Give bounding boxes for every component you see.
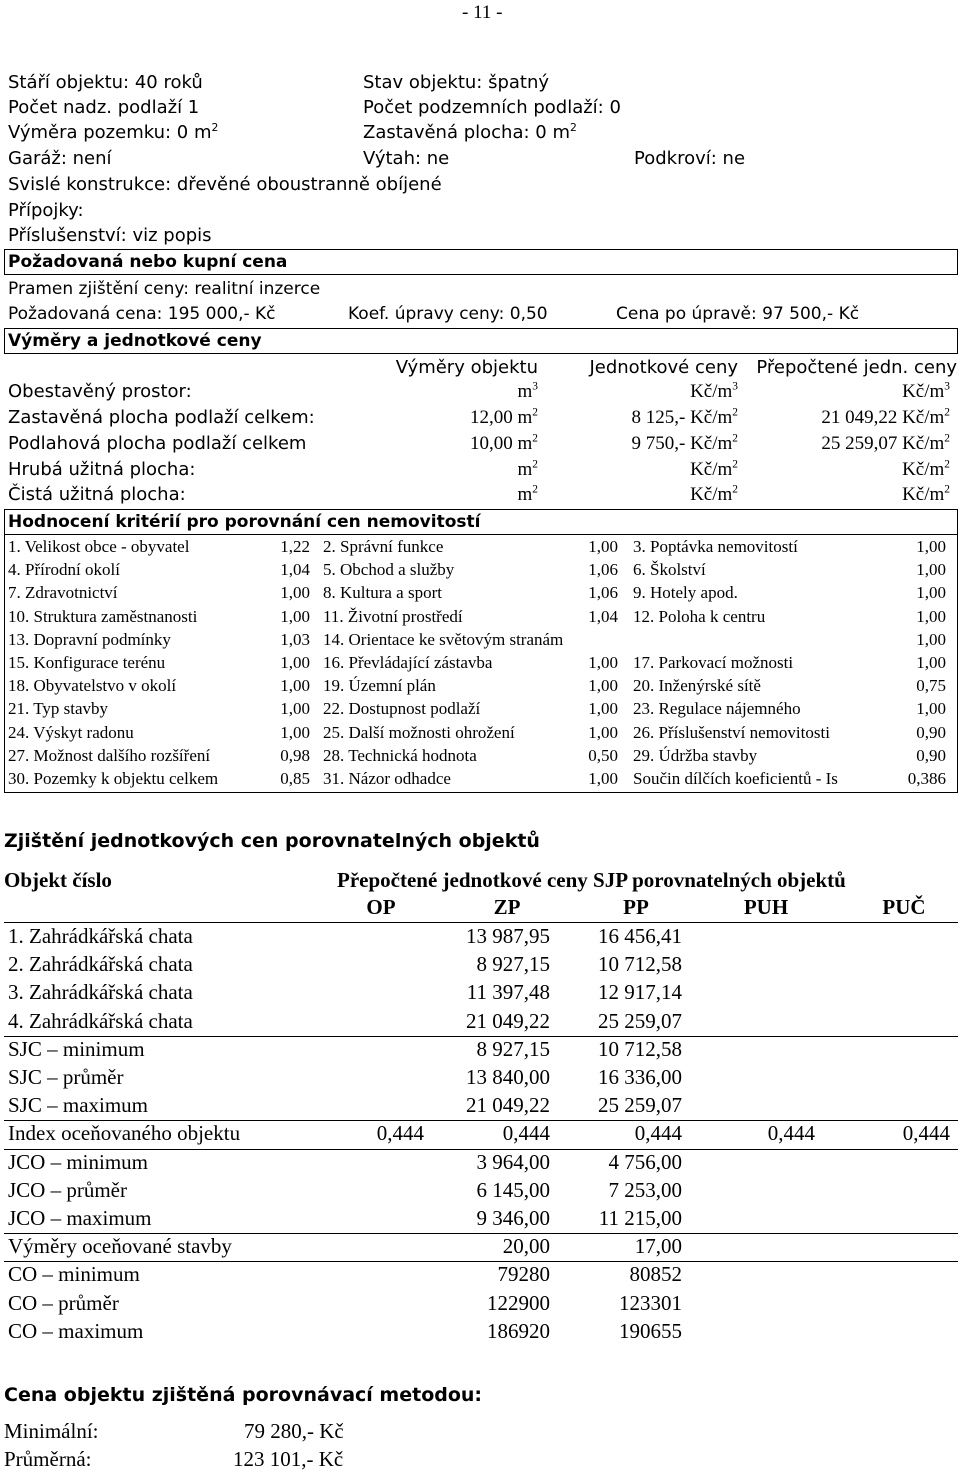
criterion-value: 1,00 [280, 583, 310, 603]
comparison-row-label: 3. Zahrádkářská chata [8, 980, 193, 1005]
adjusted-price: Cena po úpravě: 97 500,- Kč [616, 304, 860, 324]
criterion-value: 1,00 [588, 653, 618, 672]
criterion-label: 7. Zdravotnictví [8, 583, 118, 603]
comparison-cell: 10 712,58 [598, 1036, 682, 1061]
area-converted-text: Kč/m [902, 459, 945, 480]
area-unit-price-exponent: 2 [732, 432, 738, 445]
area-converted-exponent: 2 [944, 458, 950, 471]
comparison-row-label: 1. Zahrádkářská chata [8, 924, 193, 948]
comparison-cell: 10 712,58 [598, 952, 682, 977]
area-row-volume [340, 433, 538, 455]
comparison-cell: 16 336,00 [598, 1065, 682, 1089]
criterion-label: 6. Školství [633, 560, 706, 580]
comparison-row-label: Index oceňovaného objektu [8, 1121, 241, 1146]
criteria-heading: Hodnocení kritérií pro porovnání cen nemovitostí [8, 512, 481, 532]
comparison-cell: 0,444 [376, 1121, 424, 1146]
accessories-text: Příslušenství: viz popis [8, 225, 212, 246]
area-volume-exponent: 2 [532, 406, 538, 419]
criterion-label: 3. Poptávka nemovitostí [633, 537, 798, 556]
result-min-label: Minimální: [4, 1419, 99, 1443]
criterion-value: 0,90 [916, 745, 946, 765]
area-converted-exponent: 2 [944, 483, 950, 496]
area-volume-exponent: 2 [532, 483, 538, 496]
criterion-value: 1,00 [588, 722, 618, 742]
floors-text: Počet nadz. podlaží 1 [8, 97, 200, 118]
criteria-bottom-border [4, 792, 958, 793]
comparison-cell: 6 145,00 [476, 1177, 550, 1202]
criterion-label: 24. Výskyt radonu [8, 722, 134, 742]
area-volume-text: 10,00 m [470, 433, 533, 454]
comparison-group-rule [4, 1261, 958, 1262]
criterion-label: 8. Kultura a sport [323, 583, 442, 603]
attic-text: Podkroví: ne [634, 148, 746, 169]
comparison-group-rule [4, 1120, 958, 1121]
criterion-label: 31. Názor odhadce [323, 769, 451, 788]
comparison-col-op: OP [366, 895, 396, 919]
comparison-row-label: 2. Zahrádkářská chata [8, 952, 193, 977]
area-volume-exponent: 3 [532, 380, 538, 393]
area-row-label: Obestavěný prostor: [8, 381, 192, 402]
area-converted-text: 25 259,07 Kč/m [821, 433, 945, 454]
comparison-cell: 21 049,22 [466, 1008, 550, 1033]
result-avg-label: Průměrná: [4, 1447, 92, 1471]
area-unit-price-exponent: 2 [732, 458, 738, 471]
area-row-unit-price [540, 381, 738, 403]
comparison-row-label: JCO – průměr [8, 1177, 127, 1202]
area-unit-price-exponent: 2 [732, 406, 738, 419]
comparison-cell: 186920 [487, 1318, 550, 1343]
area-row-unit-price [540, 459, 738, 481]
area-row-label: Podlahová plocha podlaží celkem [8, 433, 307, 454]
comparison-cell: 0,444 [902, 1121, 950, 1146]
area-unit-price-exponent: 3 [732, 380, 738, 393]
criterion-label: 17. Parkovací možnosti [633, 653, 794, 672]
criterion-label: 16. Převládající zástavba [323, 653, 493, 672]
comparison-row-label: JCO – maximum [8, 1206, 152, 1230]
price-source: Pramen zjištění ceny: realitní inzerce [8, 279, 321, 299]
plot-area-text: Výměra pozemku: 0 $m^2$ [8, 121, 219, 143]
criterion-label: 11. Životní prostředí [323, 606, 463, 626]
criterion-label: 29. Údržba stavby [633, 745, 758, 765]
criterion-value: 1,00 [280, 699, 310, 719]
comparison-row-label: Výměry oceňované stavby [8, 1234, 232, 1259]
criterion-value: 1,00 [916, 537, 946, 556]
area-volume-text: 12,00 m [470, 407, 533, 428]
criterion-value: 1,00 [280, 676, 310, 696]
comparison-cell: 8 927,15 [476, 1036, 550, 1061]
comparison-row-label: SJC – průměr [8, 1065, 124, 1089]
area-volume-text: m [517, 484, 533, 505]
comparison-cell: 11 215,00 [598, 1206, 682, 1230]
comparison-group-rule [4, 1036, 958, 1037]
criteria-right-border [957, 535, 958, 792]
criterion-value: 0,98 [280, 745, 310, 765]
criterion-label: 15. Konfigurace terénu [8, 653, 166, 672]
comparison-cell: 122900 [487, 1290, 550, 1315]
built-area-text: Zastavěná plocha: 0 $m^2$ [363, 121, 577, 143]
criterion-value: 1,00 [280, 606, 310, 626]
age-text: Stáří objektu: 40 roků [8, 72, 203, 93]
criterion-value: 1,00 [588, 676, 618, 696]
criterion-value: 1,00 [280, 653, 310, 672]
area-row-converted [740, 433, 950, 455]
structures-text: Svislé konstrukce: dřevěné oboustranně obíjené [8, 174, 442, 195]
underground-text: Počet podzemních podlaží: 0 [363, 97, 621, 118]
comparison-col-object: Objekt číslo [4, 868, 112, 892]
criterion-label: 22. Dostupnost podlaží [323, 699, 481, 719]
comparison-cell: 16 456,41 [598, 924, 682, 948]
criterion-value: 1,00 [916, 629, 946, 649]
requested-price: Požadovaná cena: 195 000,- Kč [8, 304, 276, 324]
comparison-cell: 12 917,14 [598, 980, 682, 1005]
criterion-value: 0,75 [916, 676, 946, 696]
comparison-cell: 17,00 [634, 1234, 682, 1259]
garage-text: Garáž: není [8, 148, 112, 169]
criterion-label: 4. Přírodní okolí [8, 560, 120, 580]
criteria-left-border [4, 535, 5, 792]
area-converted-exponent: 2 [944, 406, 950, 419]
comparison-row-label: CO – minimum [8, 1262, 140, 1287]
area-row-converted [740, 407, 950, 429]
area-converted-exponent: 2 [944, 432, 950, 445]
criterion-value: 1,06 [588, 560, 618, 580]
criterion-label: 26. Příslušenství nemovitosti [633, 722, 830, 742]
price-coef: Koef. úpravy ceny: 0,50 [348, 304, 548, 324]
comparison-group-rule [4, 1149, 958, 1150]
price-heading: Požadovaná nebo kupní cena [8, 252, 288, 272]
comparison-cell: 4 756,00 [608, 1149, 682, 1174]
comparison-col-zp: ZP [493, 895, 521, 919]
criterion-label: 5. Obchod a služby [323, 560, 455, 580]
area-converted-text: Kč/m [902, 381, 945, 402]
criterion-value: 1,00 [916, 606, 946, 626]
criterion-value: 1,06 [588, 583, 618, 603]
criterion-label: 9. Hotely apod. [633, 583, 738, 603]
area-unit-price-text: Kč/m [690, 484, 733, 505]
criterion-label: 18. Obyvatelstvo v okolí [8, 676, 177, 696]
criterion-label: 2. Správní funkce [323, 537, 444, 556]
comparison-col-pp: PP [623, 895, 649, 919]
area-row-unit-price [540, 433, 738, 455]
comparison-cell: 9 346,00 [476, 1206, 550, 1230]
area-row-converted [740, 381, 950, 403]
criterion-label: 23. Regulace nájemného [633, 699, 801, 719]
criterion-value: 1,00 [280, 722, 310, 742]
result-heading: Cena objektu zjištěná porovnávací metodou: [4, 1384, 483, 1406]
criterion-value: 1,00 [916, 653, 946, 672]
result-min-value: 79 280,- Kč [244, 1419, 344, 1443]
comparison-row-label: CO – průměr [8, 1290, 119, 1315]
comparison-cell: 8 927,15 [476, 952, 550, 977]
area-unit-price-exponent: 2 [732, 483, 738, 496]
comparison-row-label: CO – maximum [8, 1318, 144, 1343]
area-converted-exponent: 3 [944, 380, 950, 393]
comparison-cell: 0,444 [502, 1121, 550, 1146]
comparison-header-rule [4, 922, 958, 923]
criterion-value: 1,22 [280, 537, 310, 556]
criterion-value: 1,00 [916, 560, 946, 580]
criterion-label: 30. Pozemky k objektu celkem [8, 769, 219, 788]
area-row-volume [340, 459, 538, 481]
comparison-cell: 11 397,48 [466, 980, 550, 1005]
area-converted-text: Kč/m [902, 484, 945, 505]
state-text: Stav objektu: špatný [363, 72, 550, 93]
comparison-row-label: 4. Zahrádkářská chata [8, 1008, 193, 1033]
comparison-group-rule [4, 1233, 958, 1234]
comparison-cell: 0,444 [634, 1121, 682, 1146]
area-row-volume [340, 407, 538, 429]
connections-text: Přípojky: [8, 200, 84, 221]
area-row-converted [740, 484, 950, 506]
comparison-col-puč: PUČ [882, 895, 926, 919]
comparison-cell: 190655 [619, 1318, 682, 1343]
criterion-value: 0,85 [280, 769, 310, 788]
comparison-row-label: JCO – minimum [8, 1149, 149, 1174]
areas-col-unit-price: Jednotkové ceny [589, 357, 738, 378]
criterion-label: 20. Inženýrské sítě [633, 676, 761, 696]
areas-heading: Výměry a jednotkové ceny [8, 331, 262, 351]
comparison-cell: 123301 [619, 1290, 682, 1315]
comparison-row-label: SJC – minimum [8, 1036, 145, 1061]
area-unit-price-text: 9 750,- Kč/m [631, 433, 733, 454]
comparison-col-group: Přepočtené jednotkové ceny SJP porovnatelných objektů [337, 868, 846, 892]
criterion-label: 27. Možnost dalšího rozšíření [8, 745, 211, 765]
area-row-volume [340, 381, 538, 403]
criterion-label: 12. Poloha k centru [633, 606, 766, 626]
criterion-value: 0,50 [588, 745, 618, 765]
comparison-cell: 3 964,00 [476, 1149, 550, 1174]
areas-col-converted: Přepočtené jedn. ceny [756, 357, 957, 378]
criterion-value: 1,04 [280, 560, 310, 580]
page-number: - 11 - [462, 2, 503, 23]
criterion-label: 28. Technická hodnota [323, 745, 477, 765]
criterion-value: 1,00 [588, 769, 618, 788]
comparison-cell: 25 259,07 [598, 1093, 682, 1118]
area-row-label: Hrubá užitná plocha: [8, 459, 196, 480]
criterion-label: 10. Struktura zaměstnanosti [8, 606, 198, 626]
criterion-value: 1,00 [916, 699, 946, 719]
result-avg-value: 123 101,- Kč [233, 1447, 344, 1471]
comparison-cell: 21 049,22 [466, 1093, 550, 1118]
comparison-heading: Zjištění jednotkových cen porovnatelných objektů [4, 830, 540, 852]
criterion-label: 1. Velikost obce - obyvatel [8, 537, 190, 556]
area-row-label: Zastavěná plocha podlaží celkem: [8, 407, 315, 428]
area-row-volume [340, 484, 538, 506]
area-volume-exponent: 2 [532, 458, 538, 471]
criterion-label: 25. Další možnosti ohrožení [323, 722, 515, 742]
criterion-value: 1,00 [588, 537, 618, 556]
area-unit-price-text: Kč/m [690, 381, 733, 402]
area-volume-text: m [517, 459, 533, 480]
criterion-value: 1,00 [588, 699, 618, 719]
criterion-value: 0,90 [916, 722, 946, 742]
criterion-label: 21. Typ stavby [8, 699, 109, 719]
area-unit-price-text: 8 125,- Kč/m [631, 407, 733, 428]
area-volume-text: m [517, 381, 533, 402]
comparison-cell: 13 987,95 [466, 924, 550, 948]
area-converted-text: 21 049,22 Kč/m [821, 407, 945, 428]
elevator-text: Výtah: ne [363, 148, 450, 169]
area-row-label: Čistá užitná plocha: [8, 484, 186, 505]
comparison-cell: 80852 [629, 1262, 682, 1287]
criterion-label: 19. Územní plán [323, 676, 436, 696]
area-row-unit-price [540, 484, 738, 506]
comparison-row-label: SJC – maximum [8, 1093, 149, 1118]
criterion-value: 1,04 [588, 606, 618, 626]
comparison-cell: 7 253,00 [608, 1177, 682, 1202]
comparison-cell: 79280 [497, 1262, 550, 1287]
criterion-label: 14. Orientace ke světovým stranám [323, 629, 564, 649]
criterion-value: 1,03 [280, 629, 310, 649]
criterion-label: 13. Dopravní podmínky [8, 629, 171, 649]
comparison-cell: 0,444 [767, 1121, 815, 1146]
criterion-label: Součin dílčích koeficientů - Is [633, 769, 838, 788]
comparison-cell: 25 259,07 [598, 1008, 682, 1033]
area-row-converted [740, 459, 950, 481]
area-row-unit-price [540, 407, 738, 429]
comparison-col-puh: PUH [743, 895, 789, 919]
comparison-cell: 13 840,00 [466, 1065, 550, 1089]
criterion-value: 0,386 [907, 769, 946, 788]
area-unit-price-text: Kč/m [690, 459, 733, 480]
comparison-cell: 20,00 [502, 1234, 550, 1259]
criterion-value: 1,00 [916, 583, 946, 603]
areas-col-volume: Výměry objektu [395, 357, 538, 378]
area-volume-exponent: 2 [532, 432, 538, 445]
